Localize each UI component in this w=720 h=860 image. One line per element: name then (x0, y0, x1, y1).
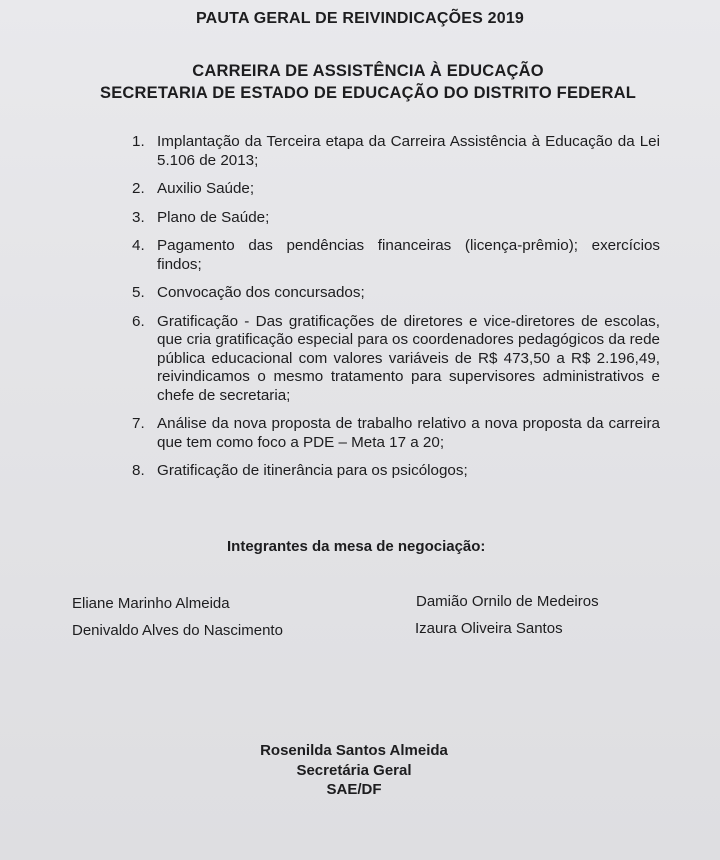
list-item (132, 209, 660, 228)
document-title: PAUTA GERAL DE REIVINDICAÇÕES 2019 (195, 10, 525, 27)
signature-organization: SAE/DF (326, 781, 382, 798)
list-item-number: 2. (132, 180, 145, 197)
list-item-number: 1. (132, 133, 145, 150)
list-item-number: 4. (132, 237, 145, 254)
list-item-text: Implantação da Terceira etapa da Carreira Assistência à Educação da Lei 5.106 de 2013; (157, 133, 660, 169)
signature-name: Rosenilda Santos Almeida (260, 742, 448, 759)
list-item-number: 7. (132, 415, 145, 432)
document-subtitle-career: CARREIRA DE ASSISTÊNCIA À EDUCAÇÃO (192, 62, 544, 80)
list-item-text: Convocação dos concursados; (157, 284, 365, 301)
list-item-text: Pagamento das pendências financeiras (licença-prêmio); exercícios findos; (157, 237, 660, 273)
member-name: Eliane Marinho Almeida (72, 595, 230, 612)
list-item-text: Gratificação de itinerância para os psicólogos; (157, 462, 468, 479)
member-name: Denivaldo Alves do Nascimento (72, 622, 283, 639)
negotiation-team-heading: Integrantes da mesa de negociação: (227, 538, 486, 555)
list-item-number: 3. (132, 208, 145, 226)
signature-role: Secretária Geral (296, 762, 412, 779)
demands-list (132, 133, 660, 491)
member-name: Damião Ornilo de Medeiros (416, 593, 599, 610)
list-item-number: 6. (132, 312, 145, 330)
list-item (132, 133, 660, 170)
list-item (132, 462, 660, 481)
list-item-text: Análise da nova proposta de trabalho relativo a nova proposta da carreira que tem como foco a PDE – Meta 17 a 20; (157, 415, 660, 451)
list-item (132, 313, 660, 406)
list-item (132, 284, 660, 303)
list-item-text: Plano de Saúde; (157, 208, 270, 226)
list-item-text: Gratificação - Das gratificações de diretores e vice-diretores de escolas, que cria gratificação especial para os coordenadores pedagógicos da rede pública educacional com valores variáveis de R$ 473,50 a R$ 2.196,49, reivindicamos o mesmo tratamento para supervisores administrativos e chefe de secretaria; (157, 312, 660, 404)
document-subtitle-secretariat: SECRETARIA DE ESTADO DE EDUCAÇÃO DO DISTRITO FEDERAL (100, 84, 636, 102)
member-name: Izaura Oliveira Santos (415, 620, 563, 637)
list-item-number: 8. (132, 462, 145, 479)
list-item (132, 237, 660, 274)
list-item (132, 180, 660, 199)
list-item-number: 5. (132, 284, 145, 301)
list-item (132, 415, 660, 452)
list-item-text: Auxilio Saúde; (157, 180, 255, 197)
